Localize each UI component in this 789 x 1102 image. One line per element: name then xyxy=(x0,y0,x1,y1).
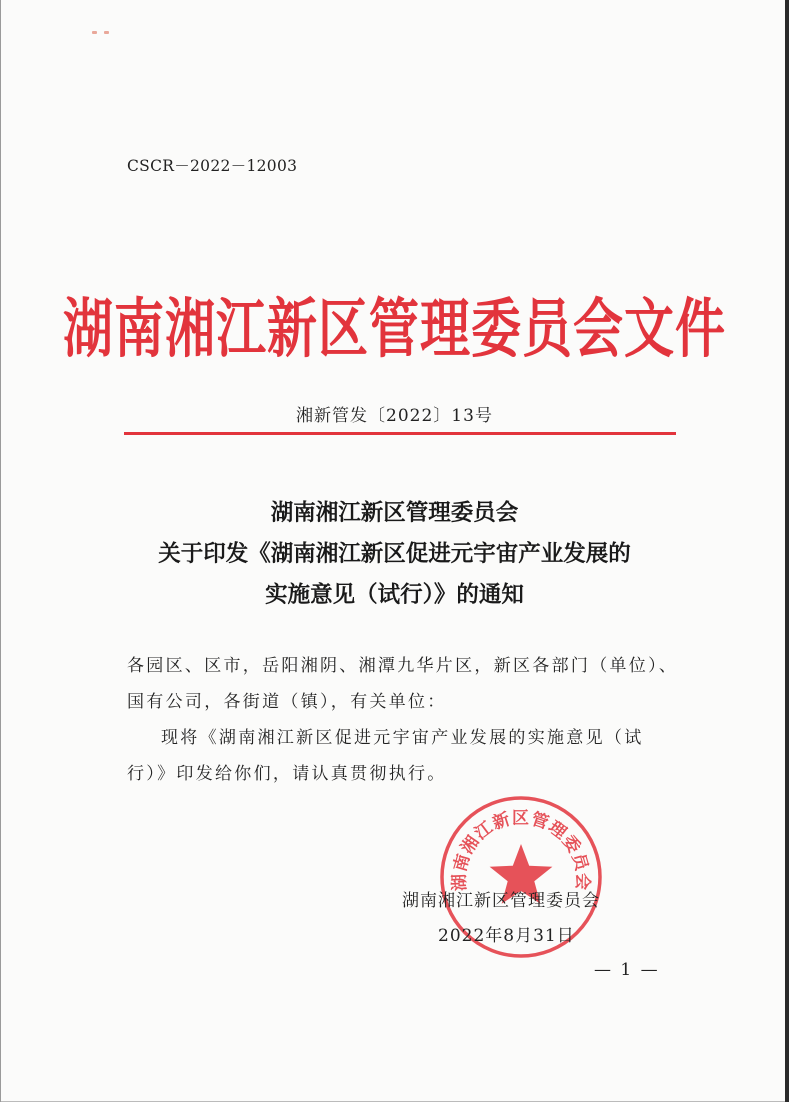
recipients-paragraph: 各园区、区市，岳阳湘阴、湘潭九华片区，新区各部门（单位）、国有公司，各街道（镇），有关单位： xyxy=(127,656,679,712)
content-paragraph: 现将《湖南湘江新区促进元宇宙产业发展的实施意见（试行）》印发给你们，请认真贯彻执行。 xyxy=(127,728,644,784)
notice-title-line-3: 实施意见（试行）》的通知 xyxy=(265,582,524,608)
scan-smudge xyxy=(92,19,122,22)
notice-body xyxy=(127,648,679,792)
red-divider-line xyxy=(124,432,676,435)
seal-text: 湖南湘江新区管理委员会 xyxy=(449,808,593,892)
notice-title-line-1: 湖南湘江新区管理委员会 xyxy=(270,500,519,526)
page-number: — 1 — xyxy=(594,960,660,980)
notice-title-line-2: 关于印发《湖南湘江新区促进元宇宙产业发展的 xyxy=(158,541,631,567)
notice-title xyxy=(0,493,789,616)
signature-organization: 湖南湘江新区管理委员会 xyxy=(402,891,600,911)
red-header-title: 湖南湘江新区管理委员会文件 xyxy=(63,290,726,367)
document-code: CSCR－2022－12003 xyxy=(127,157,298,175)
document-number: 湘新管发〔2022〕13号 xyxy=(296,406,493,426)
signature-date: 2022年8月31日 xyxy=(438,926,575,946)
